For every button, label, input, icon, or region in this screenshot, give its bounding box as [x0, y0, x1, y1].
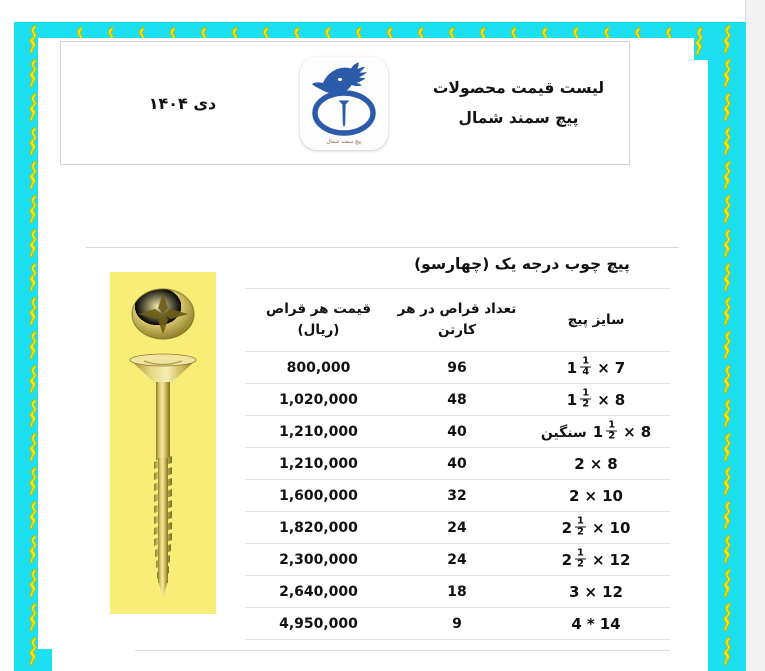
- table-row: [245, 576, 670, 608]
- size-second-number: 12: [609, 550, 631, 569]
- table-bottom-rule: [135, 650, 670, 651]
- size-operator: *: [586, 614, 595, 633]
- screw-threads: [154, 456, 172, 583]
- cell-per-carton-count: 32: [392, 480, 522, 512]
- cell-unit-price: 2,300,000: [245, 544, 392, 576]
- lightning-bolt-icon: [720, 330, 735, 360]
- lightning-bolt-icon: [720, 500, 735, 530]
- table-row: [245, 384, 670, 416]
- lightning-bolt-icon: [720, 126, 735, 156]
- size-value: [562, 517, 631, 538]
- cell-unit-price: 1,210,000: [245, 448, 392, 480]
- cell-per-carton-count: 96: [392, 352, 522, 384]
- size-value: [574, 455, 617, 473]
- lightning-bolt-icon: [720, 92, 735, 122]
- cell-per-carton-count: 18: [392, 576, 522, 608]
- size-value: [567, 357, 625, 378]
- column-header-price-line1: قیمت هر قراص: [266, 301, 371, 318]
- cell-per-carton-count: 48: [392, 384, 522, 416]
- logo-container: [274, 57, 414, 150]
- cell-unit-price: 800,000: [245, 352, 392, 384]
- size-whole-number: 1: [566, 390, 578, 409]
- title-line-2: پیچ سمند شمال: [458, 109, 579, 127]
- size-operator: ×: [591, 518, 605, 537]
- price-table: [245, 288, 670, 640]
- lightning-bolt-icon: [720, 432, 735, 462]
- logo-caption: پیچ سمند شمال: [326, 138, 362, 145]
- cell-screw-size: [522, 416, 670, 448]
- section-top-rule: [86, 247, 679, 248]
- size-value: [567, 389, 625, 410]
- fraction-numerator: 1: [608, 419, 616, 431]
- cell-screw-size: [522, 608, 670, 640]
- screw-head-top-view: [132, 289, 194, 339]
- size-operator: ×: [591, 550, 605, 569]
- size-value: [562, 549, 631, 570]
- size-whole-number: 1: [592, 422, 604, 441]
- lightning-bolt-icon: [720, 58, 735, 88]
- cell-screw-size: [522, 576, 670, 608]
- lightning-bolt-icon: [720, 194, 735, 224]
- size-whole-number: 1: [566, 358, 578, 377]
- column-header-count: [392, 289, 522, 352]
- table-row: [245, 352, 670, 384]
- fraction-numerator: 1: [582, 387, 590, 399]
- size-fraction: [575, 517, 586, 538]
- size-operator: ×: [597, 358, 610, 377]
- size-operator: ×: [589, 454, 603, 473]
- size-fraction: [580, 357, 591, 378]
- fraction-denominator: 2: [582, 398, 590, 410]
- size-operator: ×: [597, 390, 610, 409]
- fraction-denominator: 2: [608, 430, 616, 442]
- table-row: [245, 544, 670, 576]
- table-row: [245, 512, 670, 544]
- cell-screw-size: [522, 352, 670, 384]
- cell-per-carton-count: 40: [392, 448, 522, 480]
- size-value: [571, 615, 620, 633]
- cell-screw-size: [522, 544, 670, 576]
- product-photo: [110, 272, 216, 614]
- header-card: [60, 41, 630, 165]
- cell-unit-price: 1,020,000: [245, 384, 392, 416]
- page-right-gutter: [745, 0, 765, 671]
- fraction-numerator: 1: [577, 547, 584, 559]
- fraction-numerator: 1: [577, 515, 584, 527]
- cell-unit-price: 1,600,000: [245, 480, 392, 512]
- lightning-bolt-icon: [720, 364, 735, 394]
- size-second-number: 10: [609, 518, 631, 537]
- size-value: [593, 421, 651, 442]
- size-prefix-label: سنگین: [540, 424, 587, 441]
- size-fraction: [575, 549, 586, 570]
- size-operator: ×: [584, 486, 598, 505]
- screw-side-view: [130, 354, 196, 598]
- size-second-number: 7: [614, 358, 626, 377]
- size-operator: ×: [584, 582, 598, 601]
- column-header-size: [522, 289, 670, 352]
- table-header-row: [245, 289, 670, 352]
- price-table-body: [245, 352, 670, 640]
- cell-unit-price: 2,640,000: [245, 576, 392, 608]
- size-operator: ×: [623, 422, 636, 441]
- cell-screw-size: [522, 448, 670, 480]
- size-second-number: 12: [602, 582, 623, 601]
- size-whole-number: 3: [569, 582, 580, 601]
- column-header-count-line1: تعداد قراص در هر: [397, 301, 517, 318]
- page-title: [414, 73, 629, 133]
- size-whole-number: 2: [574, 454, 585, 473]
- column-header-size-label: سایز پیچ: [567, 311, 625, 328]
- lightning-bolt-icon: [720, 296, 735, 326]
- size-value: [569, 583, 623, 601]
- title-line-1: لیست قیمت محصولات: [432, 78, 605, 97]
- border-right: [708, 22, 746, 671]
- cell-screw-size: [522, 384, 670, 416]
- fraction-denominator: 2: [577, 558, 584, 570]
- cell-per-carton-count: 24: [392, 512, 522, 544]
- cell-unit-price: 1,820,000: [245, 512, 392, 544]
- column-header-price: [245, 289, 392, 352]
- lightning-bolt-icon: [720, 568, 735, 598]
- lightning-bolt-icon: [720, 636, 735, 666]
- size-value: [569, 487, 623, 505]
- fraction-numerator: 1: [582, 355, 590, 367]
- table-row: [245, 608, 670, 640]
- section-title: پیچ چوب درجه یک (چهارسو): [414, 255, 630, 273]
- size-second-number: 8: [614, 390, 626, 409]
- lightning-bolt-icon: [720, 160, 735, 190]
- column-header-count-line2: کارتن: [438, 322, 476, 338]
- cell-screw-size: [522, 512, 670, 544]
- size-second-number: 8: [607, 454, 618, 473]
- fraction-denominator: 2: [577, 526, 584, 538]
- size-second-number: 10: [602, 486, 623, 505]
- size-second-number: 14: [599, 614, 621, 633]
- brand-logo: [300, 57, 388, 150]
- table-row: [245, 448, 670, 480]
- cell-per-carton-count: 40: [392, 416, 522, 448]
- size-fraction: [606, 421, 617, 442]
- horse-head-ring-icon: [300, 57, 388, 150]
- cell-per-carton-count: 9: [392, 608, 522, 640]
- lightning-bolt-icon: [720, 602, 735, 632]
- lightning-bolt-icon: [720, 262, 735, 292]
- size-second-number: 8: [640, 422, 652, 441]
- table-row: [245, 416, 670, 448]
- size-fraction: [580, 389, 591, 410]
- fraction-denominator: 4: [582, 366, 590, 378]
- size-whole-number: 4: [571, 614, 582, 633]
- size-whole-number: 2: [561, 518, 572, 537]
- price-table-head: [245, 289, 670, 352]
- size-whole-number: 2: [569, 486, 580, 505]
- lightning-bolt-icon: [720, 398, 735, 428]
- wood-screw-illustration: [110, 272, 216, 614]
- issue-date: دی ۱۴۰۴: [148, 93, 217, 113]
- table-row: [245, 480, 670, 512]
- lightning-bolt-icon: [720, 24, 735, 54]
- cell-per-carton-count: 24: [392, 544, 522, 576]
- lightning-bolt-icon: [720, 228, 735, 258]
- cell-unit-price: 1,210,000: [245, 416, 392, 448]
- lightning-bolt-icon: [720, 534, 735, 564]
- cell-screw-size: [522, 480, 670, 512]
- lightning-bolt-icon: [720, 466, 735, 496]
- size-whole-number: 2: [561, 550, 572, 569]
- column-header-price-line2: (ریال): [297, 322, 340, 338]
- lightning-bolt-icon: [692, 26, 707, 56]
- cell-unit-price: 4,950,000: [245, 608, 392, 640]
